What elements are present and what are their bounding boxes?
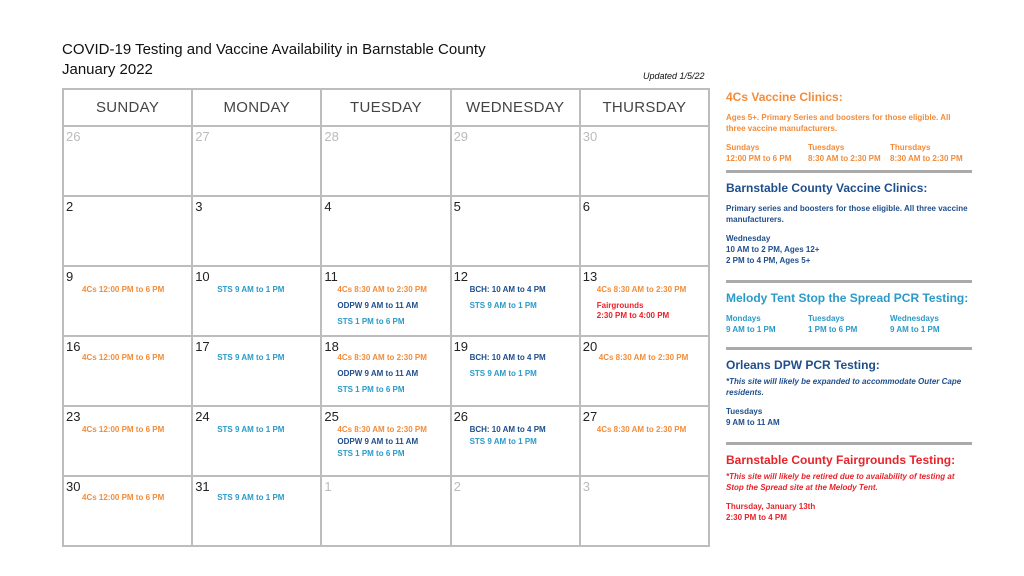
schedule-time: 12:00 PM to 6 PM	[726, 154, 792, 163]
day-cell	[451, 336, 580, 406]
day-number: 5	[453, 199, 461, 214]
section-note: *This site will likely be expanded to accommodate Outer Cape residents.	[726, 377, 962, 397]
calendar-event: STS 9 AM to 1 PM	[469, 369, 537, 378]
calendar-event: 4Cs 8:30 AM to 2:30 PM	[337, 353, 427, 362]
week-row	[63, 406, 709, 476]
schedule-day: Tuesdays	[808, 314, 845, 323]
day-number: 26	[453, 409, 469, 424]
weekday-header: THURSDAY	[580, 89, 709, 126]
schedule-columns	[726, 142, 972, 164]
schedule-col	[808, 142, 890, 164]
section-schedule	[726, 501, 972, 523]
calendar-grid	[62, 88, 710, 547]
section-melody-tent	[726, 291, 972, 350]
weekday-header-row	[63, 89, 709, 126]
schedule-columns	[726, 313, 972, 335]
section-barnstable-vaccine	[726, 181, 972, 283]
day-cell	[63, 406, 192, 476]
calendar-event: STS 9 AM to 1 PM	[217, 493, 285, 502]
section-note: *This site will likely be retired due to availability of testing at Stop the Spread site at the Melody Tent.	[726, 472, 955, 492]
schedule-col	[726, 142, 808, 164]
day-cell	[580, 406, 709, 476]
schedule-time: 9 AM to 1 PM	[890, 325, 940, 334]
calendar-event: BCH: 10 AM to 4 PM	[469, 425, 546, 434]
schedule-col	[890, 142, 972, 164]
day-cell	[192, 336, 321, 406]
calendar-event: 4Cs 8:30 AM to 2:30 PM	[598, 353, 689, 362]
day-cell	[321, 476, 450, 546]
section-schedule	[726, 406, 972, 428]
section-desc: Ages 5+. Primary Series and boosters for those eligible. All three vaccine manufacturers.	[726, 113, 951, 133]
day-cell	[451, 406, 580, 476]
calendar-event: 4Cs 12:00 PM to 6 PM	[82, 353, 165, 362]
day-cell	[63, 266, 192, 336]
schedule-time: 8:30 AM to 2:30 PM	[808, 154, 881, 163]
day-cell	[580, 126, 709, 196]
day-number: 16	[66, 339, 81, 354]
schedule-col	[808, 313, 890, 335]
title-line-2: January 2022	[62, 61, 153, 78]
section-orleans-dpw	[726, 358, 972, 445]
day-number: 23	[66, 409, 81, 424]
day-cell	[580, 336, 709, 406]
day-cell	[63, 196, 192, 266]
calendar-event: 4Cs 12:00 PM to 6 PM	[82, 285, 165, 294]
section-title: Orleans DPW PCR Testing:	[726, 358, 880, 372]
section-title: Barnstable County Fairgrounds Testing:	[726, 453, 956, 467]
section-title: Melody Tent Stop the Spread PCR Testing:	[726, 291, 969, 305]
day-number: 26	[66, 129, 81, 144]
day-number: 31	[195, 479, 210, 494]
calendar-event: STS 1 PM to 6 PM	[337, 449, 405, 458]
calendar-event: 4Cs 12:00 PM to 6 PM	[82, 493, 165, 502]
day-cell	[192, 196, 321, 266]
day-cell	[451, 196, 580, 266]
schedule-day: Wednesday	[726, 234, 771, 243]
weekday-header: TUESDAY	[321, 89, 450, 126]
day-number: 30	[66, 479, 81, 494]
day-cell	[580, 196, 709, 266]
calendar-event: ODPW 9 AM to 11 AM	[337, 437, 419, 446]
week-row	[63, 476, 709, 546]
section-schedule	[726, 233, 972, 266]
calendar-event: ODPW 9 AM to 11 AM	[337, 301, 419, 310]
day-number: 27	[582, 409, 598, 424]
calendar-event: 4Cs 8:30 AM to 2:30 PM	[337, 425, 427, 434]
calendar-body	[63, 126, 709, 546]
day-number: 2	[453, 479, 461, 494]
day-number: 28	[324, 129, 339, 144]
day-number: 29	[453, 129, 469, 144]
day-number: 30	[582, 129, 598, 144]
day-cell	[321, 266, 450, 336]
day-number: 18	[324, 339, 339, 354]
schedule-time: 8:30 AM to 2:30 PM	[890, 154, 963, 163]
week-row	[63, 126, 709, 196]
day-number: 12	[453, 269, 469, 284]
calendar-event: BCH: 10 AM to 4 PM	[469, 353, 546, 362]
section-desc: Primary series and boosters for those eligible. All three vaccine manufacturers.	[726, 204, 968, 224]
schedule-time: 2 PM to 4 PM, Ages 5+	[726, 256, 811, 265]
day-cell	[580, 476, 709, 546]
day-number: 10	[195, 269, 210, 284]
day-number: 3	[195, 199, 203, 214]
schedule-day: Tuesdays	[808, 143, 845, 152]
calendar-event: STS 1 PM to 6 PM	[337, 317, 405, 326]
week-row	[63, 266, 709, 336]
calendar-event: Fairgrounds	[596, 301, 644, 310]
calendar-event: STS 9 AM to 1 PM	[469, 301, 537, 310]
day-cell	[192, 126, 321, 196]
day-number: 3	[582, 479, 590, 494]
section-title: Barnstable County Vaccine Clinics:	[726, 181, 928, 195]
day-number: 4	[324, 199, 332, 214]
schedule-day: Wednesdays	[890, 314, 939, 323]
weekday-header: SUNDAY	[63, 89, 192, 126]
day-number: 6	[582, 199, 590, 214]
day-cell	[321, 126, 450, 196]
day-cell	[580, 266, 709, 336]
schedule-time: 2:30 PM to 4 PM	[726, 513, 787, 522]
schedule-day: Sundays	[726, 143, 760, 152]
day-cell	[63, 336, 192, 406]
calendar-event: ODPW 9 AM to 11 AM	[337, 369, 419, 378]
sidebar-legend	[726, 90, 972, 545]
day-cell	[63, 476, 192, 546]
schedule-day: Thursday, January 13th	[726, 502, 816, 511]
day-number: 19	[453, 339, 469, 354]
schedule-col	[726, 313, 808, 335]
title-line-1: COVID-19 Testing and Vaccine Availability in Barnstable County	[62, 41, 486, 58]
schedule-time: 9 AM to 11 AM	[726, 418, 780, 427]
day-number: 20	[582, 339, 598, 354]
calendar-event: STS 1 PM to 6 PM	[337, 385, 405, 394]
schedule-time: 1 PM to 6 PM	[808, 325, 858, 334]
day-number: 9	[66, 269, 74, 284]
schedule-day: Tuesdays	[726, 407, 763, 416]
page-title	[62, 40, 486, 80]
day-cell	[63, 126, 192, 196]
day-number: 25	[324, 409, 339, 424]
calendar-event: 4Cs 8:30 AM to 2:30 PM	[337, 285, 427, 294]
day-cell	[192, 476, 321, 546]
day-cell	[321, 196, 450, 266]
calendar-event: STS 9 AM to 1 PM	[217, 353, 285, 362]
schedule-time: 10 AM to 2 PM, Ages 12+	[726, 245, 820, 254]
calendar-event: 4Cs 8:30 AM to 2:30 PM	[596, 285, 687, 294]
calendar-event: 4Cs 12:00 PM to 6 PM	[82, 425, 165, 434]
weekday-header: WEDNESDAY	[451, 89, 580, 126]
calendar-event: 2:30 PM to 4:00 PM	[596, 311, 670, 320]
week-row	[63, 336, 709, 406]
schedule-col	[890, 313, 972, 335]
day-cell	[451, 476, 580, 546]
calendar-event: BCH: 10 AM to 4 PM	[469, 285, 546, 294]
day-number: 2	[66, 199, 74, 214]
section-title: 4Cs Vaccine Clinics:	[726, 90, 843, 104]
weekday-header: MONDAY	[192, 89, 321, 126]
day-cell	[451, 126, 580, 196]
day-cell	[321, 336, 450, 406]
day-cell	[192, 266, 321, 336]
day-number: 11	[324, 269, 338, 284]
calendar-event: STS 9 AM to 1 PM	[217, 285, 285, 294]
day-cell	[451, 266, 580, 336]
updated-date: Updated 1/5/22	[643, 71, 705, 81]
day-cell	[321, 406, 450, 476]
calendar-event: 4Cs 8:30 AM to 2:30 PM	[596, 425, 687, 434]
week-row	[63, 196, 709, 266]
calendar-event: STS 9 AM to 1 PM	[469, 437, 537, 446]
day-number: 24	[195, 409, 210, 424]
day-cell	[192, 406, 321, 476]
section-4cs-vaccine	[726, 90, 972, 173]
day-number: 27	[195, 129, 210, 144]
day-number: 13	[582, 269, 598, 284]
schedule-day: Thursdays	[890, 143, 931, 152]
day-number: 1	[324, 479, 332, 494]
schedule-day: Mondays	[726, 314, 761, 323]
schedule-time: 9 AM to 1 PM	[726, 325, 776, 334]
calendar-event: STS 9 AM to 1 PM	[217, 425, 285, 434]
section-fairgrounds	[726, 453, 972, 537]
day-number: 17	[195, 339, 210, 354]
